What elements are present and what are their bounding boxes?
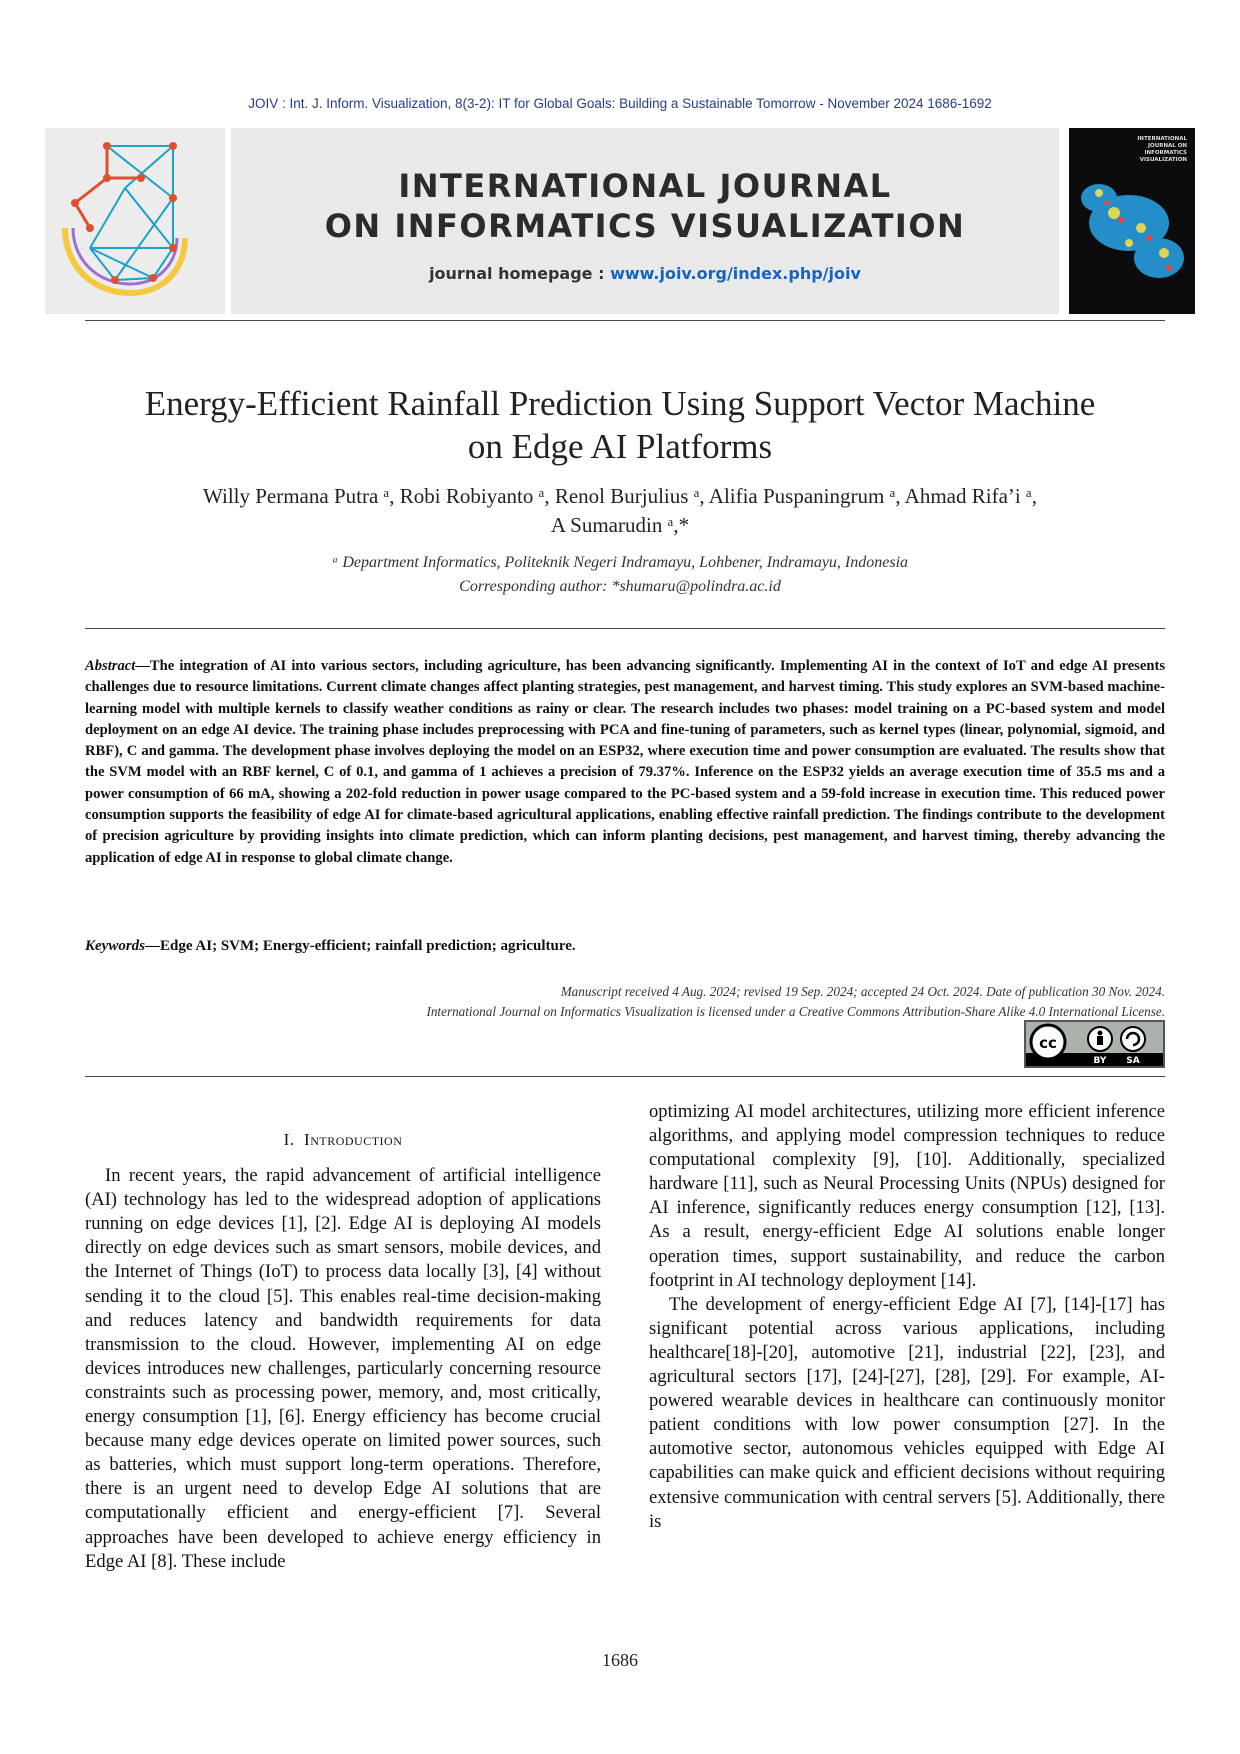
homepage-label: journal homepage : [429, 264, 611, 283]
journal-logo-icon [45, 128, 225, 314]
page-number: 1686 [602, 1650, 638, 1670]
journal-logo [45, 128, 225, 314]
intro-paragraph-1-continued: optimizing AI model architectures, utilizing more efficient inference algorithms, and applying model compression techniques to reduce computational complexity [9], [10]. Additionally, specialized hardware [11], such as Neural Processing Units (NPUs) designed for AI inference, significantly reduces energy consumption [12], [13]. As a result, energy-efficient Edge AI solutions enable longer operation times, support sustainability, and reduce the carbon footprint in AI technology deployment [14]. [649, 1101, 1165, 1291]
journal-title-box [231, 128, 1059, 314]
journal-banner [45, 128, 1195, 314]
author-list [60, 482, 1180, 540]
right-column [649, 1100, 1165, 1534]
section-number: I. [283, 1130, 295, 1149]
authors-line2: A Sumarudin ᵃ,* [550, 513, 690, 537]
keywords [85, 938, 1165, 955]
keywords-text: —Edge AI; SVM; Energy-efficient; rainfall prediction; agriculture. [145, 938, 576, 954]
cc-license-badge[interactable] [1024, 1020, 1165, 1068]
journal-name [231, 166, 1059, 246]
keywords-label: Keywords [85, 938, 145, 954]
license-statement: International Journal on Informatics Visualization is licensed under a Creative Commons Attribution-Share Alike 4.0 International License. [426, 1004, 1165, 1019]
corresponding-author: Corresponding author: *shumaru@polindra.ac.id [459, 578, 781, 595]
intro-paragraph-1: In recent years, the rapid advancement of artificial intelligence (AI) technology has led to the widespread adoption of applications running on edge devices [1], [2]. Edge AI is deploying AI models directly on edge devices such as smart sensors, mobile devices, and the Internet of Things (IoT) to process data locally [3], [4] without sending it to the cloud [5]. This enables real-time decision-making and reduces latency and bandwidth requirements for data transmission to the cloud. However, implementing AI on edge devices introduces new challenges, particularly concerning resource constraints such as processing power, memory, and, most critically, energy consumption [1], [6]. Energy efficiency has become crucial because many edge devices operate on limited power sources, such as batteries, which must support long-term operations. Therefore, there is an urgent need to develop Edge AI solutions that are computationally efficient and energy-efficient [7]. Several approaches have been developed to achieve energy efficiency in Edge AI [8]. These include [85, 1165, 601, 1572]
abstract [85, 656, 1165, 869]
abstract-top-rule [85, 628, 1165, 629]
abstract-label: Abstract [85, 658, 136, 674]
affiliation-block [60, 551, 1180, 599]
paper-title-line2: on Edge AI Platforms [467, 427, 773, 466]
running-head: JOIV : Int. J. Inform. Visualization, 8(3-2): IT for Global Goals: Building a Sustainable Tomorrow - November 2024 1686-1692 [248, 96, 992, 111]
section-title: Introduction [304, 1130, 403, 1149]
journal-name-line1: INTERNATIONAL JOURNAL [398, 167, 892, 205]
section-heading-introduction [85, 1128, 601, 1152]
abstract-text: —The integration of AI into various sectors, including agriculture, has been advancing significantly. Implementing AI in the context of IoT and edge AI presents challenges due to resource limitations. Current climate changes affect planting strategies, pest management, and harvest timing. This study explores an SVM-based machine-learning model with multiple kernels to classify weather conditions as rainy or clear. The research includes two phases: model training on a PC-based system and model deployment on an edge AI device. The training phase includes preprocessing with PCA and fine-tuning of parameters, such as kernel types (linear, polynomial, sigmoid, and RBF), C and gamma. The development phase involves deploying the model on an ESP32, where execution time and power consumption are evaluated. The results show that the SVM model with an RBF kernel, C of 0.1, and gamma of 1 achieves a precision of 79.37%. Inference on the ESP32 yields an average execution time of 35.5 ms and a power consumption of 66 mA, showing a 202-fold reduction in power usage compared to the PC-based system and a 59-fold increase in execution time. This reduced power consumption supports the feasibility of edge AI for climate-based agricultural applications, enabling effective rainfall prediction. The findings contribute to the development of precision agriculture by providing insights into climate prediction, which can inform planting decisions, pest management, and harvest timing, thereby advancing the application of edge AI in response to global climate change. [85, 658, 1165, 866]
affiliation: ᵃ Department Informatics, Politeknik Negeri Indramayu, Lohbener, Indramayu, Indonesia [331, 554, 909, 571]
header-rule [85, 320, 1165, 321]
paper-title-line1: Energy-Efficient Rainfall Prediction Using Support Vector Machine [144, 384, 1096, 423]
manuscript-info [85, 982, 1165, 1022]
cc-sa-text: SA [1126, 1056, 1140, 1066]
homepage-link[interactable]: www.joiv.org/index.php/joiv [610, 264, 861, 283]
journal-name-line2: ON INFORMATICS VISUALIZATION [324, 207, 966, 245]
left-column [85, 1100, 601, 1574]
cover-title: INTERNATIONAL JOURNAL ON INFORMATICS VISUALIZATION [1137, 136, 1187, 163]
body-top-rule [85, 1076, 1165, 1077]
cc-by-text: BY [1093, 1056, 1107, 1066]
journal-homepage [231, 264, 1059, 283]
paper-title [60, 382, 1180, 468]
cc-text: cc [1039, 1034, 1057, 1052]
cc-by-sa-icon [1026, 1022, 1163, 1066]
manuscript-dates: Manuscript received 4 Aug. 2024; revised 19 Sep. 2024; accepted 24 Oct. 2024. Date of publication 30 Nov. 2024. [560, 984, 1165, 999]
intro-paragraph-2: The development of energy-efficient Edge AI [7], [14]-[17] has significant potential across various applications, including healthcare[18]-[20], automotive [21], industrial [22], [23], and agricultural sectors [17], [24]-[27], [28], [29]. For example, AI-powered wearable devices in healthcare can continuously monitor patient conditions with low power consumption [27]. In the automotive sector, autonomous vehicles equipped with Edge AI capabilities can make quick and efficient decisions without requiring extensive communication with central servers [5]. Additionally, there is [649, 1293, 1165, 1532]
journal-cover-thumbnail [1069, 128, 1195, 314]
authors-line1: Willy Permana Putra ᵃ, Robi Robiyanto ᵃ, Renol Burjulius ᵃ, Alifia Puspaningrum ᵃ, Ahmad Rifa’i ᵃ, [203, 484, 1037, 508]
